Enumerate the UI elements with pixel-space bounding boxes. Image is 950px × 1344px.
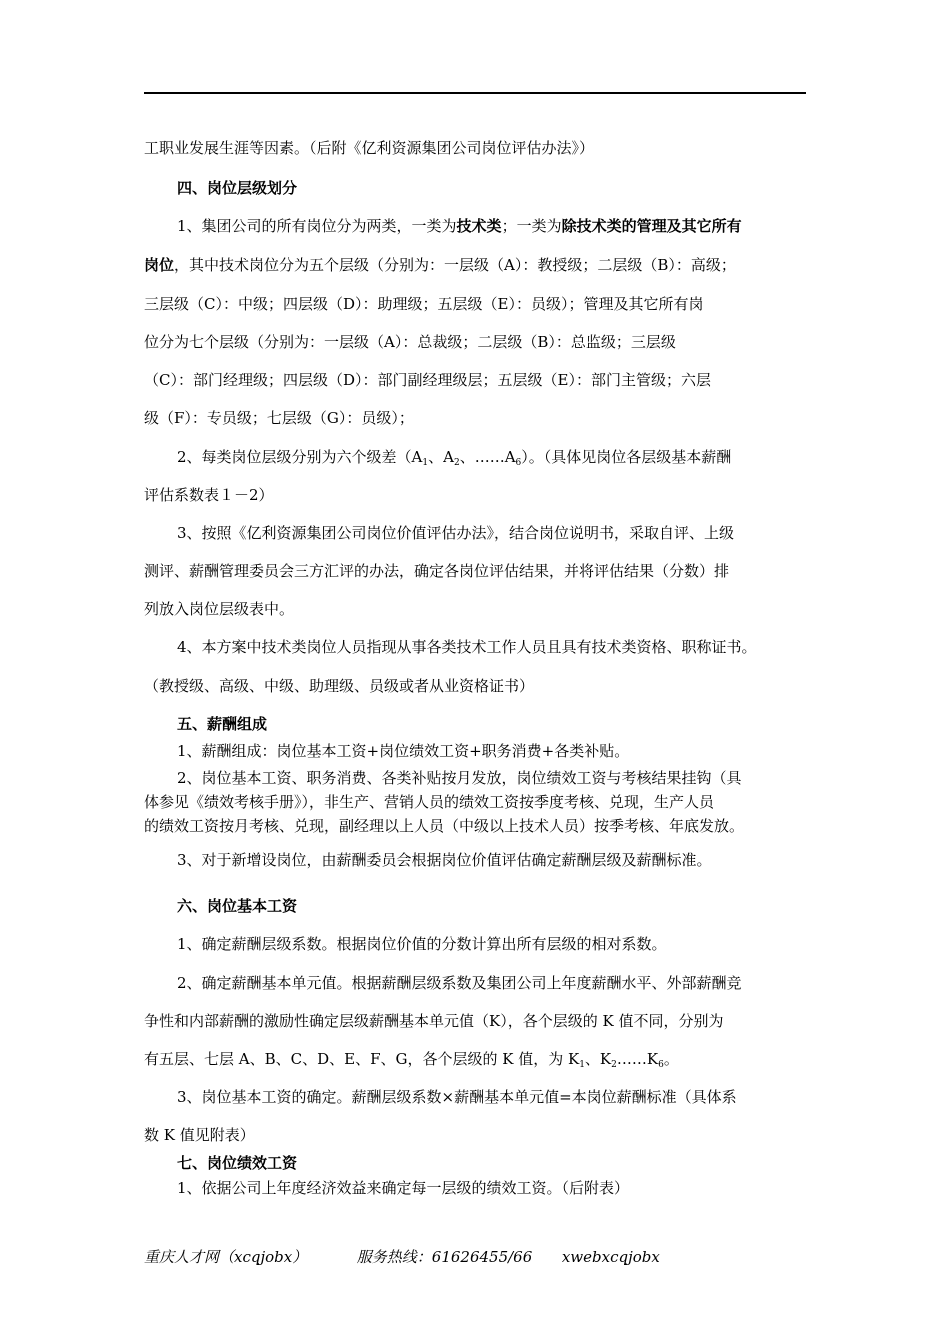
paragraph-line: 评估系数表１－2） — [144, 486, 274, 504]
paragraph-line: 体参见《绩效考核手册》），非生产、营销人员的绩效工资按季度考核、兑现，生产人员 — [144, 793, 715, 811]
paragraph-line: 工职业发展生涯等因素。（后附《亿利资源集团公司岗位评估办法》） — [144, 139, 595, 157]
paragraph-line: 岗位，其中技术岗位分为五个层级（分别为：一层级（A）：教授级；二层级（B）：高级； — [144, 256, 736, 274]
paragraph-line: 1、薪酬组成：岗位基本工资+岗位绩效工资+职务消费+各类补贴。 — [177, 742, 630, 760]
header-rule — [144, 92, 806, 94]
paragraph-line: 列放入岗位层级表中。 — [144, 600, 295, 618]
paragraph-line: 1、确定薪酬层级系数。根据岗位价值的分数计算出所有层级的相对系数。 — [177, 935, 667, 953]
section-heading-5: 五、薪酬组成 — [177, 715, 268, 733]
paragraph-line: 的绩效工资按月考核、兑现，副经理以上人员（中级以上技术人员）按季考核、年底发放。 — [144, 817, 745, 835]
paragraph-line: 3、按照《亿利资源集团公司岗位价值评估办法》，结合岗位说明书，采取自评、上级 — [177, 524, 735, 542]
paragraph-line: 4、本方案中技术类岗位人员指现从事各类技术工作人员且具有技术类资格、职称证书。 — [177, 638, 757, 656]
paragraph-line: 2、每类岗位层级分别为六个级差（$A_1$、$A_2$、$\dots\dots A_6$）。（具体见岗位各层级基本薪酬 — [177, 448, 732, 468]
section-heading-6: 六、岗位基本工资 — [177, 897, 298, 915]
paragraph-line: 1、集团公司的所有岗位分为两类，一类为技术类；一类为除技术类的管理及其它所有 — [177, 217, 742, 235]
footer-code: xwebxcqjobx — [561, 1248, 660, 1266]
paragraph-line: 1、依据公司上年度经济效益来确定每一层级的绩效工资。（后附表） — [177, 1179, 630, 1197]
paragraph-line: 争性和内部薪酬的激励性确定层级薪酬基本单元值（K），各个层级的 K 值不同，分别为 — [144, 1012, 724, 1030]
footer-hotline: 服务热线：61626455/66 — [356, 1248, 533, 1266]
paragraph-line: 3、对于新增设岗位，由薪酬委员会根据岗位价值评估确定薪酬层级及薪酬标准。 — [177, 851, 712, 869]
paragraph-line: 2、确定薪酬基本单元值。根据薪酬层级系数及集团公司上年度薪酬水平、外部薪酬竞 — [177, 974, 742, 992]
paragraph-line: 2、岗位基本工资、职务消费、各类补贴按月发放，岗位绩效工资与考核结果挂钩（具 — [177, 769, 742, 787]
section-heading-4: 四、岗位层级划分 — [177, 179, 298, 197]
footer-site: 重庆人才网（xcqjobx） — [144, 1248, 308, 1266]
paragraph-line: 数 K 值见附表） — [144, 1126, 255, 1144]
paragraph-line: （C）：部门经理级；四层级（D）：部门副经理级层；五层级（E）：部门主管级；六层 — [144, 371, 711, 389]
paragraph-line: 测评、薪酬管理委员会三方汇评的办法，确定各岗位评估结果，并将评估结果（分数）排 — [144, 562, 730, 580]
paragraph-line: 级（F）：专员级；七层级（G）：员级）； — [144, 409, 414, 427]
page-footer — [144, 1246, 660, 1267]
paragraph-line: 三层级（C）：中级；四层级（D）：助理级；五层级（E）：员级）；管理及其它所有岗 — [144, 295, 704, 313]
paragraph-line: （教授级、高级、中级、助理级、员级或者从业资格证书） — [144, 677, 535, 695]
paragraph-line: 位分为七个层级（分别为：一层级（A）：总裁级；二层级（B）：总监级；三层级 — [144, 333, 676, 351]
paragraph-line: 3、岗位基本工资的确定。薪酬层级系数×薪酬基本单元值=本岗位薪酬标准（具体系 — [177, 1088, 737, 1106]
paragraph-line: 有五层、七层 A、B、C、D、E、F、G，各个层级的 K 值，为 $K_1$、$K_2\dots\dots K_6$。 — [144, 1050, 679, 1070]
section-heading-7: 七、岗位绩效工资 — [177, 1154, 298, 1172]
